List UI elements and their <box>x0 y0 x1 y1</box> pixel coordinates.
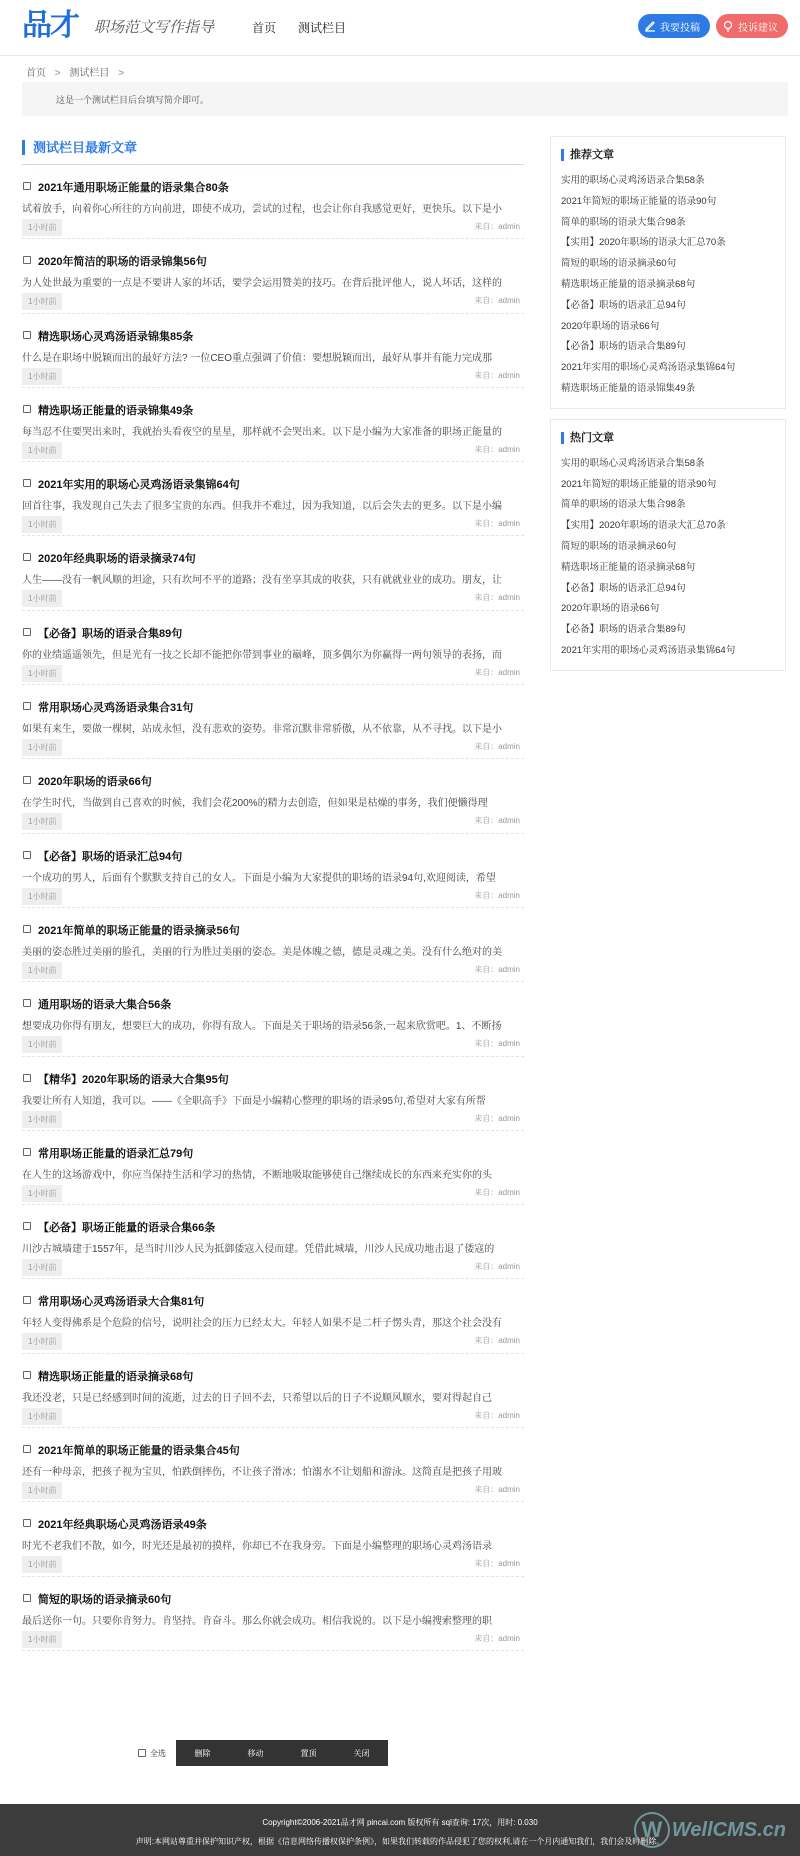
pen-cloud-icon <box>644 20 656 32</box>
article-source: 来自：admin <box>474 1113 520 1123</box>
article-title[interactable]: 通用职场的语录大集合56条 <box>38 999 172 1012</box>
article-item <box>22 834 524 908</box>
article-summary: 一个成功的男人，后面有个默默支持自己的女人。下面是小编为大家提供的职场的语录94句,欢迎阅读，希望 <box>22 872 496 884</box>
article-checkbox[interactable] <box>23 851 31 859</box>
recommended-box <box>550 136 786 409</box>
breadcrumb <box>26 64 800 79</box>
article-title[interactable]: 2021年通用职场正能量的语录集合80条 <box>38 182 229 194</box>
article-time-badge: 1小时前 <box>22 590 62 607</box>
hot-item[interactable]: 简短的职场的语录摘录60句 <box>561 540 677 552</box>
article-summary: 我要让所有人知道，我可以。——《全职高手》下面是小编精心整理的职场的语录95句,希望对大家有所帮 <box>22 1095 486 1107</box>
article-source: 来自：admin <box>474 1633 520 1643</box>
article-summary: 时光不老我们不散，如今，时光还是最初的摸样，你却已不在我身旁。下面是小编整理的职场心灵鸡汤语录 <box>22 1541 492 1553</box>
article-source: 来自：admin <box>474 1039 520 1049</box>
article-item <box>22 611 524 685</box>
article-title[interactable]: 精选职场正能量的语录摘录68句 <box>38 1370 194 1383</box>
article-summary: 试着放手，向着你心所往的方向前进，即使不成功，尝试的过程，也会让你自我感觉更好，更快乐。以下是小 <box>22 204 502 215</box>
watermark <box>634 1812 786 1848</box>
hot-item[interactable]: 2021年实用的职场心灵鸡汤语录集锦64句 <box>561 644 736 656</box>
article-title[interactable]: 2020年经典职场的语录摘录74句 <box>38 553 196 566</box>
article-checkbox[interactable] <box>23 1519 31 1527</box>
article-title[interactable]: 【精华】2020年职场的语录大合集95句 <box>38 1073 229 1086</box>
article-time-badge: 1小时前 <box>22 1556 62 1573</box>
article-checkbox[interactable] <box>23 479 31 487</box>
article-checkbox[interactable] <box>23 553 31 561</box>
article-item <box>22 1279 524 1353</box>
recommended-item[interactable]: 简单的职场的语录大集合98条 <box>561 216 686 228</box>
article-summary: 最后送你一句。只要你肯努力。肯坚持。肯奋斗。那么你就会成功。相信我说的。以下是小编搜索整理的职 <box>22 1615 492 1627</box>
recommended-item[interactable]: 2021年简短的职场正能量的语录90句 <box>561 195 717 207</box>
article-item <box>22 536 524 610</box>
close-button[interactable]: 关闭 <box>353 1748 370 1758</box>
article-time-badge: 1小时前 <box>22 888 62 905</box>
article-summary: 年轻人变得佛系是个危险的信号，说明社会的压力已经太大。年轻人如果不是二杆子愣头青，那这个社会没有 <box>22 1318 502 1330</box>
article-time-badge: 1小时前 <box>22 1111 62 1128</box>
recommended-title: 推荐文章 <box>561 149 785 161</box>
article-checkbox[interactable] <box>23 1594 31 1602</box>
logo-mark[interactable]: 品才 <box>22 9 78 42</box>
article-checkbox[interactable] <box>23 925 31 933</box>
complaint-label: 投诉建议 <box>738 22 778 34</box>
article-title[interactable]: 精选职场心灵鸡汤语录锦集85条 <box>38 330 194 343</box>
article-title[interactable]: 简短的职场的语录摘录60句 <box>38 1593 172 1606</box>
hot-item[interactable]: 精选职场正能量的语录摘录68句 <box>561 561 696 573</box>
article-time-badge: 1小时前 <box>22 1482 62 1499</box>
breadcrumb-separator: > <box>54 68 61 79</box>
article-summary: 回首往事，我发现自己失去了很多宝贵的东西。但我并不难过，因为我知道，以后会失去的更多。以下是小编 <box>22 501 502 513</box>
article-title[interactable]: 【必备】职场的语录汇总94句 <box>38 850 183 863</box>
article-title[interactable]: 2021年简单的职场正能量的语录摘录56句 <box>38 924 240 937</box>
article-checkbox[interactable] <box>23 1296 31 1304</box>
article-checkbox[interactable] <box>23 1222 31 1230</box>
article-time-badge: 1小时前 <box>22 813 62 830</box>
article-source: 来自：admin <box>474 816 520 826</box>
nav-home[interactable]: 首页 <box>252 21 277 35</box>
article-time-badge: 1小时前 <box>22 1631 62 1648</box>
article-summary: 每当忍不住要哭出来时，我就抬头看夜空的星星，那样就不会哭出来。以下是小编为大家准备的职场正能量的 <box>22 426 502 438</box>
article-checkbox[interactable] <box>23 628 31 636</box>
recommended-item[interactable]: 【实用】2020年职场的语录大汇总70条 <box>561 237 726 249</box>
article-item <box>22 685 524 759</box>
article-checkbox[interactable] <box>23 1371 31 1379</box>
article-title[interactable]: 【必备】职场正能量的语录合集66条 <box>38 1222 216 1235</box>
logo-slogan: 职场范文写作指导 <box>94 17 215 36</box>
article-item <box>22 1577 524 1651</box>
article-title[interactable]: 2021年实用的职场心灵鸡汤语录集锦64句 <box>38 479 240 492</box>
section-title: 测试栏目最新文章 <box>22 140 524 155</box>
recommended-item[interactable]: 【必备】职场的语录汇总94句 <box>561 299 686 311</box>
article-title[interactable]: 2021年简单的职场正能量的语录集合45句 <box>38 1445 240 1458</box>
hot-item[interactable]: 实用的职场心灵鸡汤语录合集58条 <box>561 457 705 469</box>
article-list <box>22 165 524 1651</box>
article-checkbox[interactable] <box>23 405 31 413</box>
hot-item[interactable]: 2021年简短的职场正能量的语录90句 <box>561 478 717 490</box>
site-footer <box>0 1804 800 1856</box>
article-source: 来自：admin <box>474 519 520 529</box>
hot-item[interactable]: 【必备】职场的语录合集89句 <box>561 624 686 636</box>
article-title[interactable]: 常用职场心灵鸡汤语录大合集81句 <box>38 1296 205 1309</box>
hot-title: 热门文章 <box>561 432 785 444</box>
article-summary: 想要成功你得有朋友，想要巨大的成功，你得有敌人。下面是关于职场的语录56条,一起来欣赏吧。1、不断扬 <box>22 1021 502 1033</box>
article-time-badge: 1小时前 <box>22 368 62 385</box>
article-item <box>22 759 524 833</box>
article-time-badge: 1小时前 <box>22 1408 62 1425</box>
article-source: 来自：admin <box>474 370 520 380</box>
article-checkbox[interactable] <box>23 1148 31 1156</box>
article-title[interactable]: 精选职场正能量的语录锦集49条 <box>38 404 194 417</box>
article-item <box>22 1428 524 1502</box>
select-all-checkbox[interactable] <box>138 1749 146 1757</box>
article-item <box>22 314 524 388</box>
breadcrumb-separator: > <box>118 68 125 79</box>
article-source: 来自：admin <box>474 890 520 900</box>
article-summary: 为人处世最为重要的一点是不要讲人家的坏话，要学会运用赞美的技巧。在背后批评他人，说人坏话，这样的 <box>22 278 502 290</box>
recommended-item[interactable]: 2021年实用的职场心灵鸡汤语录集锦64句 <box>561 362 736 374</box>
article-item <box>22 1057 524 1131</box>
submit-article-label: 我要投稿 <box>660 22 700 34</box>
article-summary: 你的业绩遥遥领先，但是光有一技之长却不能把你带到事业的巅峰，顶多偶尔为你赢得一两句领导的表扬，而 <box>22 649 502 661</box>
article-time-badge: 1小时前 <box>22 293 62 310</box>
article-summary: 在学生时代，当做到自己喜欢的时候，我们会花200%的精力去创造，但如果是枯燥的事务，我们便懒得理 <box>22 798 488 810</box>
hot-list <box>561 454 785 662</box>
main-nav <box>252 19 346 36</box>
article-checkbox[interactable] <box>23 999 31 1007</box>
article-source: 来自：admin <box>474 742 520 752</box>
article-source: 来自：admin <box>474 1485 520 1495</box>
move-button[interactable]: 移动 <box>247 1748 264 1758</box>
article-source: 来自：admin <box>474 1262 520 1272</box>
article-checkbox[interactable] <box>23 1445 31 1453</box>
article-time-badge: 1小时前 <box>22 1036 62 1053</box>
submit-article-button[interactable] <box>638 14 710 38</box>
recommended-item[interactable]: 2020年职场的语录66句 <box>561 320 660 332</box>
article-title[interactable]: 常用职场正能量的语录汇总79句 <box>38 1147 194 1160</box>
article-time-badge: 1小时前 <box>22 1185 62 1202</box>
article-title[interactable]: 2021年经典职场心灵鸡汤语录49条 <box>38 1519 207 1532</box>
article-summary: 还有一种母亲，把孩子视为宝贝，怕跌倒摔伤，不让孩子滑冰；怕溺水不让划船和游泳。这简直是把孩子用玻 <box>22 1467 502 1479</box>
article-time-badge: 1小时前 <box>22 219 62 236</box>
article-source: 来自：admin <box>474 1336 520 1346</box>
article-item <box>22 908 524 982</box>
action-buttons <box>176 1740 388 1766</box>
article-time-badge: 1小时前 <box>22 1259 62 1276</box>
article-item <box>22 388 524 462</box>
lightbulb-icon <box>722 20 734 32</box>
article-item <box>22 165 524 239</box>
hot-box <box>550 419 786 671</box>
hot-item[interactable]: 2020年职场的语录66句 <box>561 603 660 615</box>
article-time-badge: 1小时前 <box>22 516 62 533</box>
article-summary: 什么是在职场中脱颖而出的最好方法? 一位CEO重点强调了价值：要想脱颖而出，最好从事并有能力完成那 <box>22 352 493 364</box>
breadcrumb-section[interactable]: 测试栏目 <box>69 68 110 79</box>
article-time-badge: 1小时前 <box>22 962 62 979</box>
article-source: 来自：admin <box>474 444 520 454</box>
article-source: 来自：admin <box>474 964 520 974</box>
article-item <box>22 462 524 536</box>
pin-top-button[interactable]: 置顶 <box>300 1748 317 1758</box>
article-item <box>22 239 524 313</box>
nav-test-column[interactable]: 测试栏目 <box>298 21 347 35</box>
article-checkbox[interactable] <box>23 182 31 190</box>
article-time-badge: 1小时前 <box>22 739 62 756</box>
column-intro: 这是一个测试栏目后台填写简介即可。 <box>22 82 788 116</box>
article-title[interactable]: 2020年职场的语录66句 <box>38 776 152 789</box>
header-actions <box>638 14 788 38</box>
recommended-item[interactable]: 【必备】职场的语录合集89句 <box>561 341 686 353</box>
recommended-list <box>561 171 785 400</box>
select-all[interactable] <box>138 1748 166 1759</box>
recommended-item[interactable]: 精选职场正能量的语录锦集49条 <box>561 382 696 394</box>
article-summary: 川沙古城墙建于1557年，是当时川沙人民为抵御倭寇入侵而建。凭借此城墙，川沙人民成功地击退了倭寇的 <box>22 1244 495 1256</box>
article-item <box>22 982 524 1056</box>
article-summary: 人生——没有一帆风顺的坦途，只有坎坷不平的道路；没有坐享其成的收获，只有就就业业的成功。朋友，让 <box>22 575 502 587</box>
article-checkbox[interactable] <box>23 1074 31 1082</box>
article-time-badge: 1小时前 <box>22 442 62 459</box>
recommended-item[interactable]: 精选职场正能量的语录摘录68句 <box>561 278 696 290</box>
article-source: 来自：admin <box>474 667 520 677</box>
footer-copyright: Copyright©2006-2021品才网 pincai.com 版权所有 sql查询: 17次，用时: 0.030 <box>262 1818 538 1827</box>
admin-toolbar <box>138 1740 388 1766</box>
article-source: 来自：admin <box>474 296 520 306</box>
watermark-logo: W <box>634 1812 670 1848</box>
article-item <box>22 1502 524 1576</box>
article-item <box>22 1354 524 1428</box>
article-title[interactable]: 2020年简洁的职场的语录锦集56句 <box>38 256 207 269</box>
article-source: 来自：admin <box>474 1410 520 1420</box>
article-checkbox[interactable] <box>23 256 31 264</box>
article-summary: 如果有来生，要做一棵树，站成永恒，没有悲欢的姿势。非常沉默非常骄傲，从不依靠，从不寻找。以下是小 <box>22 724 502 736</box>
sidebar <box>550 136 786 671</box>
article-item <box>22 1205 524 1279</box>
article-checkbox[interactable] <box>23 776 31 784</box>
article-checkbox[interactable] <box>23 331 31 339</box>
article-column <box>22 140 524 1651</box>
article-summary: 在人生的这场游戏中，你应当保持生活和学习的热情，不断地吸取能够使自己继续成长的东西来充实你的头 <box>22 1169 492 1181</box>
select-all-label: 全选 <box>150 1748 166 1758</box>
footer-statement: 声明:本网站尊重并保护知识产权，根据《信息网络传播权保护条例》，如果我们转载的作品侵犯了您的权利,请在一个月内通知我们，我们会及时删除。 <box>135 1837 665 1846</box>
delete-button[interactable]: 删除 <box>194 1748 211 1758</box>
recommended-item[interactable]: 简短的职场的语录摘录60句 <box>561 258 677 270</box>
article-source: 来自：admin <box>474 1559 520 1569</box>
recommended-item[interactable]: 实用的职场心灵鸡汤语录合集58条 <box>561 175 705 186</box>
hot-item[interactable]: 简单的职场的语录大集合98条 <box>561 499 686 511</box>
article-checkbox[interactable] <box>23 702 31 710</box>
hot-item[interactable]: 【实用】2020年职场的语录大汇总70条 <box>561 520 726 532</box>
article-time-badge: 1小时前 <box>22 1333 62 1350</box>
complaint-button[interactable] <box>716 14 788 38</box>
watermark-text: WellCMS.cn <box>671 1818 786 1841</box>
article-title[interactable]: 常用职场心灵鸡汤语录集合31句 <box>38 702 194 715</box>
article-item <box>22 1131 524 1205</box>
article-source: 来自：admin <box>474 593 520 603</box>
article-source: 来自：admin <box>474 1187 520 1197</box>
hot-item[interactable]: 【必备】职场的语录汇总94句 <box>561 582 686 594</box>
breadcrumb-home[interactable]: 首页 <box>26 68 46 79</box>
article-summary: 我还没老，只是已经感到时间的流逝，过去的日子回不去，只希望以后的日子不说顺风顺水，要对得起自己 <box>22 1392 492 1404</box>
article-title[interactable]: 【必备】职场的语录合集89句 <box>38 627 183 640</box>
article-summary: 美丽的姿态胜过美丽的脸孔，美丽的行为胜过美丽的姿态。美是体魄之德，德是灵魂之美。没有什么绝对的美 <box>22 946 502 958</box>
logo[interactable] <box>22 8 214 44</box>
article-source: 来自：admin <box>474 222 520 231</box>
article-time-badge: 1小时前 <box>22 665 62 682</box>
site-header <box>0 0 800 56</box>
